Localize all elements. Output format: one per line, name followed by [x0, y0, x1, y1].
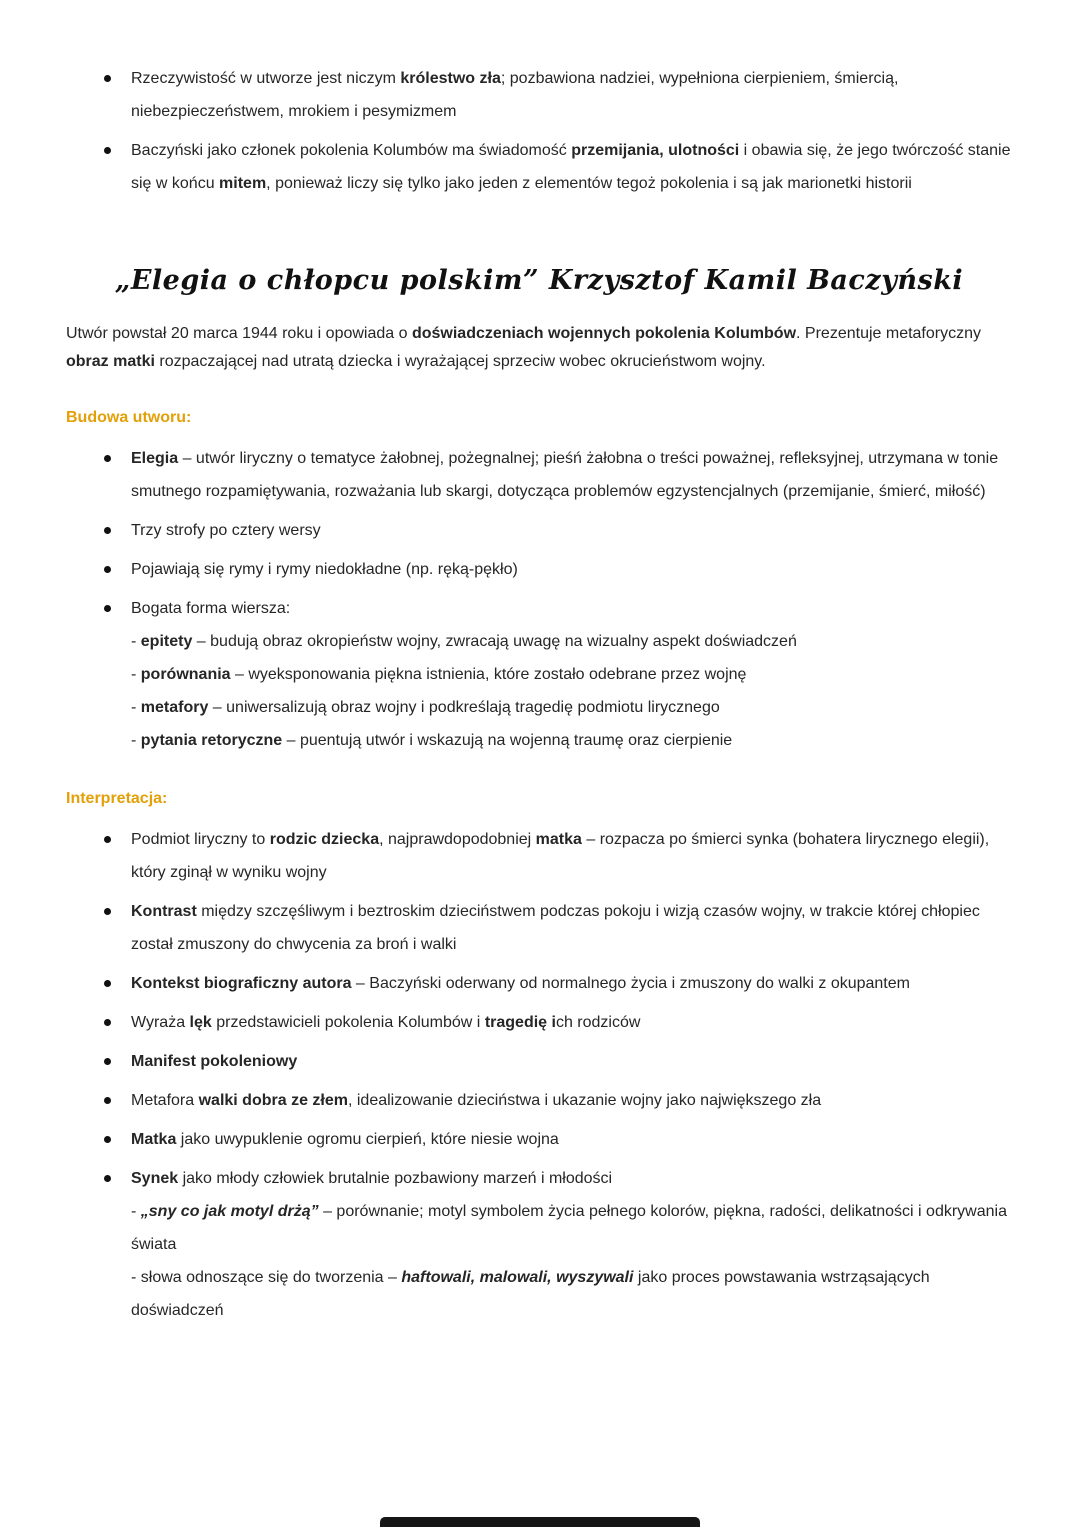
document-title: „Elegia o chłopcu polskim” Krzysztof Kamil Baczyński [114, 265, 964, 296]
sub-line: - metafory – uniwersalizują obraz wojny i podkreślają tragedię podmiotu lirycznego [131, 699, 720, 716]
emphasized-text: Manifest pokoleniowy [131, 1053, 298, 1070]
list-item [104, 823, 1012, 889]
list-item [104, 553, 1012, 586]
emphasized-text: obraz matki [66, 353, 155, 370]
list-item [104, 1123, 1012, 1156]
list-item-text: Synek jako młody człowiek brutalnie pozbawiony marzeń i młodości - „sny co jak motyl drżą” – porównanie; motyl symbolem życia pełnego kolorów, piękna, radości, delikatności i odkrywania świata - słowa odnoszące się do tworzenia – haftowali, malowali, wyszywali jako proces powstawania wstrząsających doświadczeń [131, 1162, 1012, 1327]
emphasized-text: epitety [140, 633, 193, 650]
list-item-text: Trzy strofy po cztery wersy [131, 522, 321, 539]
emphasized-text: doświadczeniach wojennych pokolenia Kolumbów [411, 325, 797, 342]
sub-line: - epitety – budują obraz okropieństw wojny, zwracają uwagę na wizualny aspekt doświadczeń [131, 633, 797, 650]
emphasized-text: lęk [189, 1014, 212, 1031]
bullet-icon [104, 1175, 111, 1182]
list-item [104, 1162, 1012, 1327]
section-item-list [66, 442, 1012, 757]
sub-line: - pytania retoryczne – puentują utwór i wskazują na wojenną traumę oraz cierpienie [131, 732, 733, 749]
sections-container [66, 406, 1012, 1327]
emphasized-text: przemijania, ulotności [571, 142, 740, 159]
emphasized-text: metafory [140, 699, 209, 716]
bullet-icon [104, 75, 111, 82]
sub-line: - słowa odnoszące się do tworzenia – haftowali, malowali, wyszywali jako proces powstawania wstrząsających doświadczeń [131, 1269, 930, 1319]
emphasized-text: Elegia [131, 450, 179, 467]
bullet-icon [104, 908, 111, 915]
list-item-text [131, 1045, 1012, 1078]
emphasized-text: pytania retoryczne [140, 732, 283, 749]
list-item [104, 514, 1012, 547]
emphasized-text: Kontekst biograficzny autora [131, 975, 352, 992]
bullet-icon [104, 980, 111, 987]
bullet-icon [104, 605, 111, 612]
list-item [104, 967, 1012, 1000]
list-item [104, 62, 1012, 128]
list-item [104, 895, 1012, 961]
emphasized-text: haftowali, malowali, wyszywali [401, 1269, 634, 1286]
list-item [104, 1084, 1012, 1117]
emphasized-text: Synek [131, 1170, 179, 1187]
bullet-icon [104, 455, 111, 462]
bullet-icon [104, 566, 111, 573]
bullet-icon [104, 836, 111, 843]
section-item-list [66, 823, 1012, 1327]
list-item-text: Baczyński jako członek pokolenia Kolumbów ma świadomość przemijania, ulotności i obawia się, że jego twórczość stanie się w końcu mitem, ponieważ liczy się tylko jako jeden z elementów tegoż pokolenia i są jak marionetki historii [131, 142, 1011, 192]
emphasized-text: walki dobra ze złem [198, 1092, 348, 1109]
list-item-text: Pojawiają się rymy i rymy niedokładne (np. ręką-pękło) [131, 561, 518, 578]
bullet-icon [104, 527, 111, 534]
emphasized-text: matka [535, 831, 582, 848]
intro-paragraph: Utwór powstał 20 marca 1944 roku i opowiada o doświadczeniach wojennych pokolenia Kolumbów. Prezentuje metaforyczny obraz matki rozpaczającej nad utratą dziecka i wyrażającej sprzeciw wobec okrucieństwom wojny. [66, 325, 981, 370]
top-bullet-list [66, 62, 1012, 200]
list-item-text: Kontrast między szczęśliwym i beztroskim dzieciństwem podczas pokoju i wizją czasów wojny, w trakcie której chłopiec został zmuszony do chwycenia za broń i walki [131, 903, 980, 953]
emphasized-text: Matka [131, 1131, 177, 1148]
section-heading: Budowa utworu: [66, 409, 192, 426]
list-item-text: Podmiot liryczny to rodzic dziecka, najprawdopodobniej matka – rozpacza po śmierci synka (bohatera lirycznego elegii), który zginął w wyniku wojny [131, 831, 990, 881]
bullet-icon [104, 1019, 111, 1026]
sub-line: - porównania – wyeksponowania piękna istnienia, które zostało odebrane przez wojnę [131, 666, 747, 683]
list-item-text: Elegia – utwór liryczny o tematyce żałobnej, pożegnalnej; pieśń żałobna o treści poważnej, refleksyjnej, utrzymana w tonie smutnego rozpamiętywania, rozważania lub skargi, dotycząca problemów egzystencjalnych (przemijanie, śmierć, miłość) [131, 450, 999, 500]
list-item-text: Matka jako uwypuklenie ogromu cierpień, które niesie wojna [131, 1131, 559, 1148]
list-item-text: Metafora walki dobra ze złem, idealizowanie dzieciństwa i ukazanie wojny jako największego zła [131, 1092, 822, 1109]
list-item-text: Kontekst biograficzny autora – Baczyński oderwany od normalnego życia i zmuszony do walki z okupantem [131, 975, 910, 992]
section-heading: Interpretacja: [66, 790, 168, 807]
list-item-text: Wyraża lęk przedstawicieli pokolenia Kolumbów i tragedię ich rodziców [131, 1014, 641, 1031]
list-item [104, 442, 1012, 508]
emphasized-text: tragedię i [484, 1014, 556, 1031]
list-item [104, 1006, 1012, 1039]
list-item [104, 1045, 1012, 1078]
list-item-text: Rzeczywistość w utworze jest niczym królestwo zła; pozbawiona nadziei, wypełniona cierpieniem, śmiercią, niebezpieczeństwem, mrokiem i pesymizmem [131, 70, 899, 120]
bullet-icon [104, 1136, 111, 1143]
bullet-icon [104, 147, 111, 154]
emphasized-text: mitem [219, 175, 267, 192]
list-item-text: Bogata forma wiersza: - epitety – budują obraz okropieństw wojny, zwracają uwagę na wizualny aspekt doświadczeń - porównania – wyeksponowania piękna istnienia, które zostało odebrane przez wojnę - metafory – uniwersalizują obraz wojny i podkreślają tragedię podmiotu lirycznego - pytania retoryczne – puentują utwór i wskazują na wojenną traumę oraz cierpienie [131, 592, 1012, 757]
list-item [104, 134, 1012, 200]
bullet-icon [104, 1058, 111, 1065]
emphasized-text: „sny co jak motyl drżą” [140, 1203, 319, 1220]
emphasized-text: rodzic dziecka [269, 831, 380, 848]
bottom-bar [380, 1517, 700, 1527]
emphasized-text: porównania [140, 666, 231, 683]
emphasized-text: Kontrast [131, 903, 197, 920]
bullet-icon [104, 1097, 111, 1104]
list-item [104, 592, 1012, 757]
sub-line: - „sny co jak motyl drżą” – porównanie; motyl symbolem życia pełnego kolorów, piękna, radości, delikatności i odkrywania świata [131, 1203, 1007, 1253]
emphasized-text: królestwo zła [400, 70, 501, 87]
